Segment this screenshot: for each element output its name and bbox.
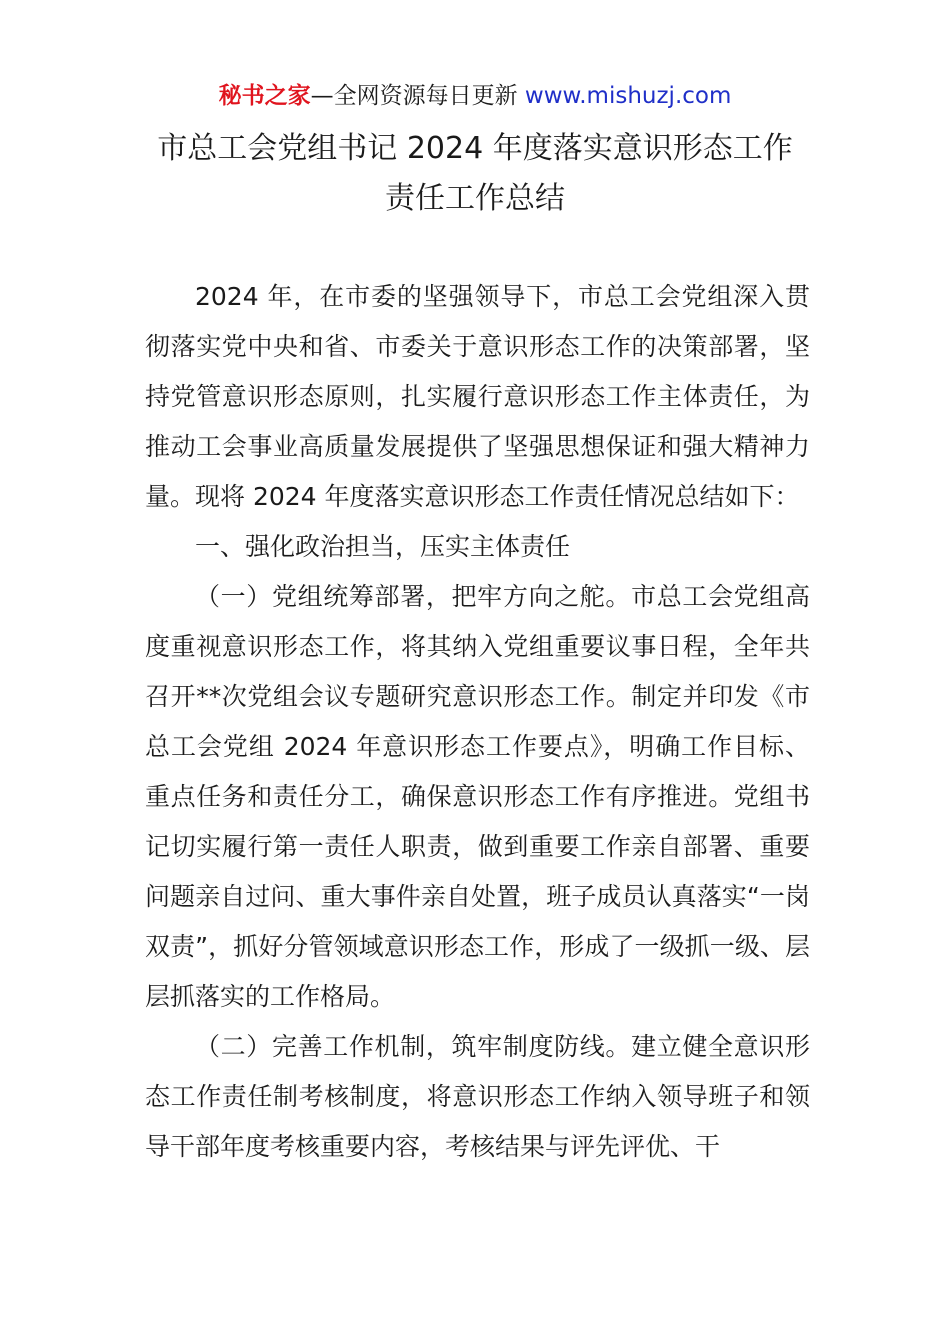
site-tagline: —全网资源每日更新 (310, 83, 525, 109)
site-brand: 秘书之家 (218, 83, 311, 109)
site-header (0, 78, 950, 114)
document-title (0, 124, 950, 224)
paragraph-intro: 2024 年，在市委的坚强领导下，市总工会党组深入贯彻落实党中央和省、市委关于意识形态工作的决策部署，坚持党管意识形态原则，扎实履行意识形态工作主体责任，为推动工会事业高质量发展提供了坚强思想保证和强大精神力量。现将 2024 年度落实意识形态工作责任情况总结如下： (145, 282, 810, 511)
document-body (145, 272, 810, 1172)
paragraph-subsection-1: （一）党组统筹部署，把牢方向之舵。市总工会党组高度重视意识形态工作，将其纳入党组重要议事日程，全年共召开**次党组会议专题研究意识形态工作。制定并印发《市总工会党组 2024 年意识形态工作要点》，明确工作目标、重点任务和责任分工，确保意识形态工作有序推进。党组书记切实履行第一责任人职责，做到重要工作亲自部署、重要问题亲自过问、重大事件亲自处置，班子成员认真落实“一岗双责”，抓好分管领域意识形态工作，形成了一级抓一级、层层抓落实的工作格局。 (145, 582, 810, 1011)
section-heading-1: 一、强化政治担当，压实主体责任 (195, 532, 571, 561)
title-line-2: 责任工作总结 (385, 181, 565, 216)
site-url-link[interactable]: www.mishuzj.com (524, 83, 732, 109)
paragraph-subsection-2: （二）完善工作机制，筑牢制度防线。建立健全意识形态工作责任制考核制度，将意识形态工作纳入领导班子和领导干部年度考核重要内容，考核结果与评先评优、干 (145, 1032, 810, 1161)
title-line-1: 市总工会党组书记 2024 年度落实意识形态工作 (157, 131, 793, 166)
